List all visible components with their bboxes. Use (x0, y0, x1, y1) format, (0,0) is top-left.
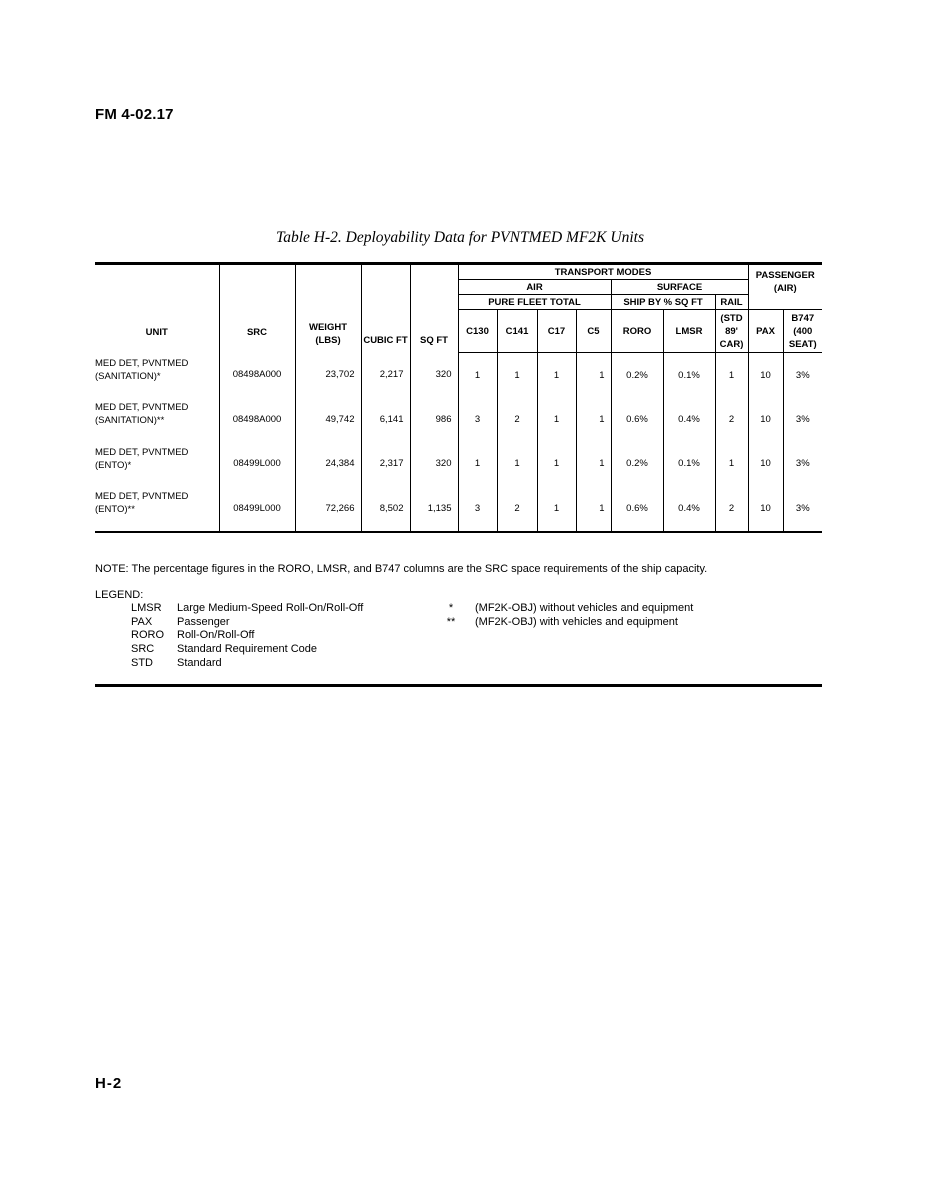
cell-unit: MED DET, PVNTMED (ENTO)** (95, 486, 219, 532)
cell-b747: 3% (795, 369, 810, 381)
cell-weight: 72,266 (295, 486, 361, 532)
legend (131, 602, 693, 671)
legend-def: Standard (177, 656, 222, 669)
legend-def: Standard Requirement Code (177, 643, 318, 656)
cell-c17: 1 (537, 353, 576, 398)
cell-c141: 1 (497, 442, 537, 487)
legend-def: Roll-On/Roll-Off (177, 629, 255, 642)
cell-c5: 1 (576, 397, 611, 442)
legend-symbol: ** (446, 615, 456, 628)
cell-c141: 2 (497, 397, 537, 442)
legend-def: Large Medium-Speed Roll-On/Roll-Off (177, 602, 364, 614)
header-cubic: CUBIC FT (361, 264, 410, 353)
cell-cubic: 2,317 (361, 442, 410, 487)
header-ship-by: SHIP BY % SQ FT (611, 295, 715, 310)
cell-c17: 1 (537, 397, 576, 442)
header-c141: C141 (497, 310, 537, 353)
header-transport-modes: TRANSPORT MODES (458, 264, 748, 280)
header-weight: WEIGHT (LBS) (295, 264, 361, 353)
cell-sqft: 1,135 (410, 486, 458, 532)
cell-c141: 2 (497, 486, 537, 532)
cell-c5: 1 (576, 442, 611, 487)
cell-lmsr: 0.1% (663, 353, 715, 398)
cell-roro: 0.6% (611, 397, 663, 442)
legend-item (131, 616, 693, 630)
table-row (95, 442, 822, 487)
cell-pax: 10 (748, 486, 783, 532)
legend-abbr: RORO (131, 629, 164, 642)
document-id: FM 4-02.17 (95, 106, 174, 123)
cell-sqft: 320 (410, 442, 458, 487)
header-passenger: PASSENGER (AIR) (748, 264, 822, 295)
cell-c5: 1 (576, 353, 611, 398)
cell-rail: 2 (715, 486, 748, 532)
cell-c17: 1 (537, 442, 576, 487)
header-pax: PAX (748, 310, 783, 353)
legend-item (131, 629, 693, 643)
header-lmsr: LMSR (663, 310, 715, 353)
bottom-rule (95, 684, 822, 687)
header-c5: C5 (576, 310, 611, 353)
cell-c5: 1 (576, 486, 611, 532)
cell-roro: 0.2% (611, 442, 663, 487)
cell-b747: 3% (795, 458, 810, 470)
header-src: SRC (219, 264, 295, 353)
table-row (95, 353, 822, 398)
cell-roro: 0.6% (611, 486, 663, 532)
cell-cubic: 2,217 (361, 353, 410, 398)
cell-weight: 49,742 (295, 397, 361, 442)
legend-item (131, 602, 693, 616)
cell-weight: 24,384 (295, 442, 361, 487)
cell-sqft: 986 (410, 397, 458, 442)
legend-symbol-def: (MF2K-OBJ) without vehicles and equipment (475, 602, 694, 614)
cell-src: 08498A000 (219, 397, 295, 442)
legend-item (131, 643, 693, 657)
header-roro: RORO (611, 310, 663, 353)
header-surface: SURFACE (611, 280, 748, 295)
cell-b747: 3% (783, 486, 822, 532)
cell-weight: 23,702 (295, 353, 361, 398)
cell-src: 08499L000 (219, 442, 295, 487)
cell-sqft: 320 (410, 353, 458, 398)
legend-abbr: LMSR (131, 602, 162, 614)
table-note: NOTE: The percentage figures in the RORO, LMSR, and B747 columns are the SRC space requirements of the ship capacity. (95, 563, 708, 575)
cell-unit: MED DET, PVNTMED (ENTO)* (95, 442, 219, 487)
legend-symbol: * (448, 602, 454, 614)
page-number: H-2 (95, 1075, 123, 1092)
cell-lmsr: 0.4% (663, 486, 715, 532)
legend-item (131, 657, 693, 671)
table-row (95, 486, 822, 532)
table-caption: Table H-2. Deployability Data for PVNTMED MF2K Units (276, 229, 644, 246)
cell-c130: 3 (458, 486, 497, 532)
header-c17: C17 (537, 310, 576, 353)
cell-src: 08498A000 (219, 353, 295, 398)
cell-unit: MED DET, PVNTMED (SANITATION)* (95, 353, 219, 398)
table-row (95, 397, 822, 442)
cell-rail: 1 (715, 353, 748, 398)
header-unit: UNIT (95, 264, 219, 353)
header-std-car: (STD 89' CAR) (715, 310, 748, 353)
legend-symbol-def: (MF2K-OBJ) with vehicles and equipment (475, 615, 678, 628)
header-pure-fleet-total: PURE FLEET TOTAL (458, 295, 611, 310)
header-air: AIR (458, 280, 611, 295)
cell-c130: 1 (458, 353, 497, 398)
cell-pax: 10 (748, 353, 783, 398)
header-sqft: SQ FT (410, 264, 458, 353)
deployability-table (95, 262, 822, 533)
header-c130: C130 (458, 310, 497, 353)
header-rail: RAIL (715, 295, 748, 310)
cell-lmsr: 0.1% (663, 442, 715, 487)
deployability-table-container (95, 262, 822, 533)
cell-pax: 10 (748, 442, 783, 487)
cell-lmsr: 0.4% (663, 397, 715, 442)
legend-abbr: STD (131, 656, 153, 669)
cell-unit: MED DET, PVNTMED (SANITATION)** (95, 397, 219, 442)
cell-src: 08499L000 (219, 486, 295, 532)
cell-b747: 3% (795, 413, 810, 425)
header-passenger-spacer (748, 295, 822, 310)
cell-cubic: 8,502 (361, 486, 410, 532)
cell-roro: 0.2% (611, 353, 663, 398)
legend-abbr: SRC (131, 643, 155, 656)
cell-rail: 2 (715, 397, 748, 442)
legend-abbr: PAX (131, 615, 153, 628)
cell-c141: 1 (497, 353, 537, 398)
cell-c17: 1 (537, 486, 576, 532)
cell-rail: 1 (715, 442, 748, 487)
cell-cubic: 6,141 (361, 397, 410, 442)
legend-def: Passenger (177, 615, 230, 628)
legend-title: LEGEND: (95, 589, 144, 601)
cell-c130: 1 (458, 442, 497, 487)
header-b747: B747 (400 SEAT) (783, 310, 822, 353)
cell-pax: 10 (748, 397, 783, 442)
cell-c130: 3 (458, 397, 497, 442)
